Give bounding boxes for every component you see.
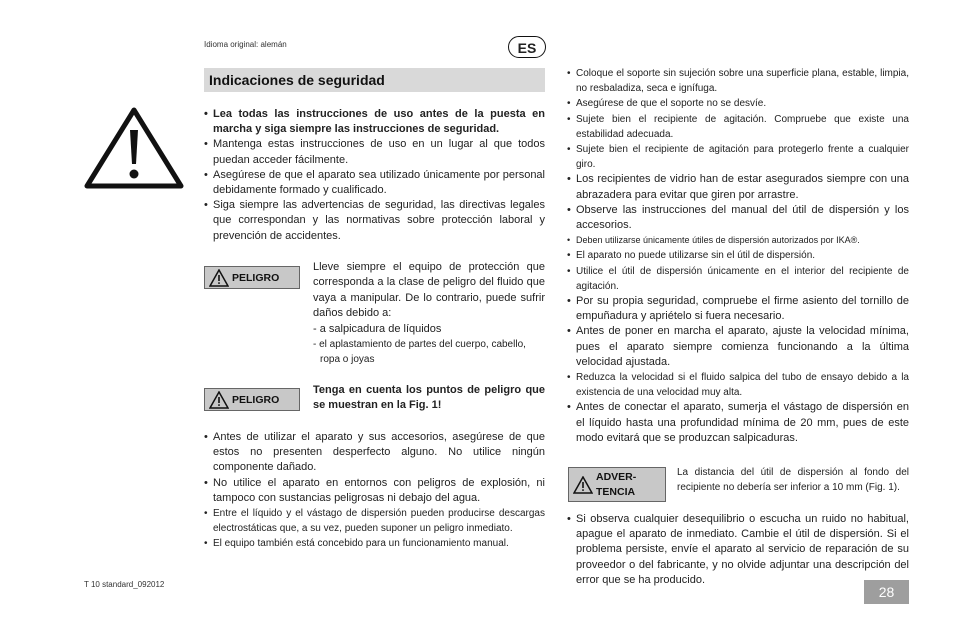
- list-item: • Los recipientes de vidrio han de estar asegurados siempre con una abrazadera para evitar que giren por arrastre.: [567, 172, 909, 202]
- warning-label: [568, 467, 666, 502]
- danger-label-text: PELIGRO: [232, 271, 280, 284]
- danger-item: - a salpicadura de líquidos: [313, 322, 442, 335]
- danger-item: - el aplastamiento de partes del cuerpo, cabello,: [313, 339, 526, 351]
- right-bullets-top: [567, 66, 909, 446]
- warning-icon: [209, 269, 229, 287]
- list-item: • Deben utilizarse únicamente útiles de dispersión autorizados por IKA®.: [567, 233, 909, 248]
- list-item: • Reduzca la velocidad si el fluido salpica del tubo de ensayo debido a la existencia de una velocidad muy alta.: [567, 370, 909, 400]
- danger-text-1: [313, 260, 545, 368]
- language-badge: ES: [508, 36, 546, 58]
- danger-label-2: [204, 388, 300, 411]
- list-item: • Lea todas las instrucciones de uso antes de la puesta en marcha y siga siempre las instrucciones de seguridad.: [204, 107, 545, 137]
- warning-text: La distancia del útil de dispersión al fondo del recipiente no debería ser inferior a 10 mm (Fig. 1).: [677, 467, 909, 494]
- warning-icon: [209, 391, 229, 409]
- list-item: • Mantenga estas instrucciones de uso en un lugar al que todos puedan acceder fácilmente.: [204, 137, 545, 167]
- list-item: • Sujete bien el recipiente de agitación. Compruebe que existe una estabilidad adecuada.: [567, 112, 909, 142]
- left-bullets-top: [204, 107, 545, 244]
- list-item: • No utilice el aparato en entornos con peligros de explosión, ni tampoco con sustancias peligrosas ni debajo del agua.: [204, 476, 545, 506]
- section-title: Indicaciones de seguridad: [204, 68, 545, 92]
- danger-text-2: Tenga en cuenta los puntos de peligro que se muestran en la Fig. 1!: [313, 384, 545, 412]
- list-item: • Asegúrese de que el aparato sea utilizado únicamente por personal debidamente formado y cualificado.: [204, 168, 545, 198]
- list-item: • Antes de utilizar el aparato y sus accesorios, asegúrese de que estos no presenten desperfecto alguno. No utilice ningún componente dañado.: [204, 430, 545, 476]
- page-number: 28: [864, 580, 909, 604]
- list-item: • Por su propia seguridad, compruebe el firme asiento del tornillo de empuñadura y apriételo si fuera necesario.: [567, 294, 909, 324]
- list-item: • Sujete bien el recipiente de agitación para protegerlo frente a cualquier giro.: [567, 142, 909, 172]
- list-item: • Si observa cualquier desequilibrio o escucha un ruido no habitual, apague el aparato de inmediato. Cambie el útil de dispersión. Si el problema persiste, envíe el aparato al servicio de reparación de su proveedor o del fabricante, y no olvide adjuntar una descripción del error que se ha producido.: [567, 512, 909, 588]
- danger-label-text: PELIGRO: [232, 393, 280, 406]
- danger-label-1: [204, 266, 300, 289]
- language-note: Idioma original: alemán: [204, 40, 287, 49]
- left-bullets-bottom: [204, 430, 545, 552]
- warning-label-line: ADVER-: [596, 470, 637, 483]
- list-item: • El aparato no puede utilizarse sin el útil de dispersión.: [567, 248, 909, 263]
- document-code: T 10 standard_092012: [84, 580, 165, 589]
- list-item: • Coloque el soporte sin sujeción sobre una superficie plana, estable, limpia, no resbaladiza, seca e ignífuga.: [567, 66, 909, 96]
- list-item: • Asegúrese de que el soporte no se desvíe.: [567, 96, 909, 111]
- warning-icon: [573, 476, 593, 494]
- warning-triangle-icon: [84, 106, 184, 190]
- list-item: • Entre el líquido y el vástago de dispersión pueden producirse descargas electrostáticas que, a su vez, pueden suponer un peligro inmediato.: [204, 506, 545, 536]
- danger-item: ropa o joyas: [320, 354, 375, 366]
- danger-text: Lleve siempre el equipo de protección que corresponda a la clase de peligro del fluido que vaya a manipular. De lo contrario, puede sufrir daños debido a:: [313, 261, 545, 320]
- list-item: • Antes de poner en marcha el aparato, ajuste la velocidad mínima, pues el aparato siempre comienza funcionando a la última velocidad ajustada.: [567, 324, 909, 370]
- list-item: • Antes de conectar el aparato, sumerja el vástago de dispersión en el líquido hasta una profundidad mínima de 20 mm, pues de este modo evitará que se produzcan salpicaduras.: [567, 400, 909, 446]
- list-item: • Siga siempre las advertencias de seguridad, las directivas legales que correspondan y las normativas sobre protección laboral y prevención de accidentes.: [204, 198, 545, 244]
- warning-label-line: TENCIA: [596, 485, 636, 498]
- list-item: • Observe las instrucciones del manual del útil de dispersión y los accesorios.: [567, 203, 909, 233]
- list-item: • Utilice el útil de dispersión únicamente en el interior del recipiente de agitación.: [567, 264, 909, 294]
- list-item: • El equipo también está concebido para un funcionamiento manual.: [204, 536, 545, 551]
- right-bullets-bottom: [567, 512, 909, 588]
